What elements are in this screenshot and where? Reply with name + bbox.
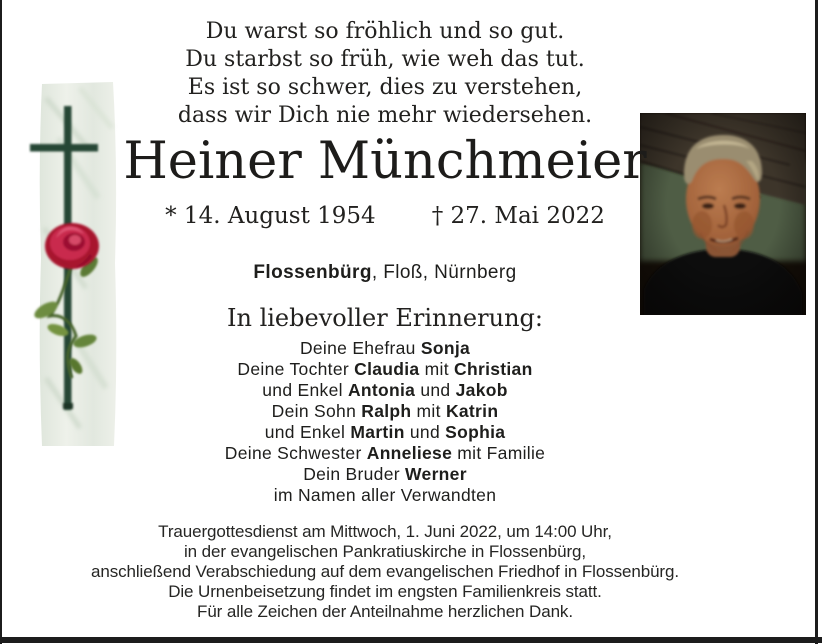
birth-date: * 14. August 1954: [165, 203, 376, 229]
bottom-border-bar: [0, 637, 822, 643]
text-line: in der evangelischen Pankratiuskirche in Flossenbürg,: [184, 542, 586, 561]
right-border-line: [815, 0, 818, 644]
family-list: [0, 338, 770, 506]
poem-verse: [0, 18, 770, 130]
text-line: Die Urnenbeisetzung findet im engsten Familienkreis statt.: [168, 582, 602, 601]
text-line: Flossenbürg, Floß, Nürnberg: [253, 262, 517, 283]
text-line: Dein Sohn Ralph mit Katrin: [271, 401, 499, 421]
text-line: Du starbst so früh, wie weh das tut.: [185, 47, 585, 72]
text-line: Für alle Zeichen der Anteilnahme herzlichen Dank.: [197, 602, 573, 621]
text-line: dass wir Dich nie mehr wiedersehen.: [177, 103, 593, 128]
text-line: Deine Ehefrau Sonja: [299, 338, 471, 358]
text-line: Dein Bruder Werner: [303, 464, 467, 484]
text-line: Du warst so fröhlich und so gut.: [205, 19, 565, 44]
text-line: Es ist so schwer, dies zu verstehen,: [187, 75, 583, 100]
text-line: im Namen aller Verwandten: [273, 485, 497, 505]
deceased-name: Heiner Münchmeier: [123, 132, 647, 191]
text-line: und Enkel Martin und Sophia: [264, 422, 506, 442]
text-line: Trauergottesdienst am Mittwoch, 1. Juni 2022, um 14:00 Uhr,: [158, 522, 612, 541]
death-date: † 27. Mai 2022: [431, 203, 605, 229]
places-line: [0, 262, 770, 284]
service-details: [0, 522, 770, 622]
memorial-heading: In liebevoller Erinnerung:: [227, 304, 543, 332]
life-dates: [0, 203, 770, 229]
text-line: Deine Tochter Claudia mit Christian: [237, 359, 533, 379]
text-line: anschließend Verabschiedung auf dem evangelischen Friedhof in Flossenbürg.: [91, 562, 679, 581]
text-line: und Enkel Antonia und Jakob: [262, 380, 508, 400]
text-line: Deine Schwester Anneliese mit Familie: [224, 443, 546, 463]
